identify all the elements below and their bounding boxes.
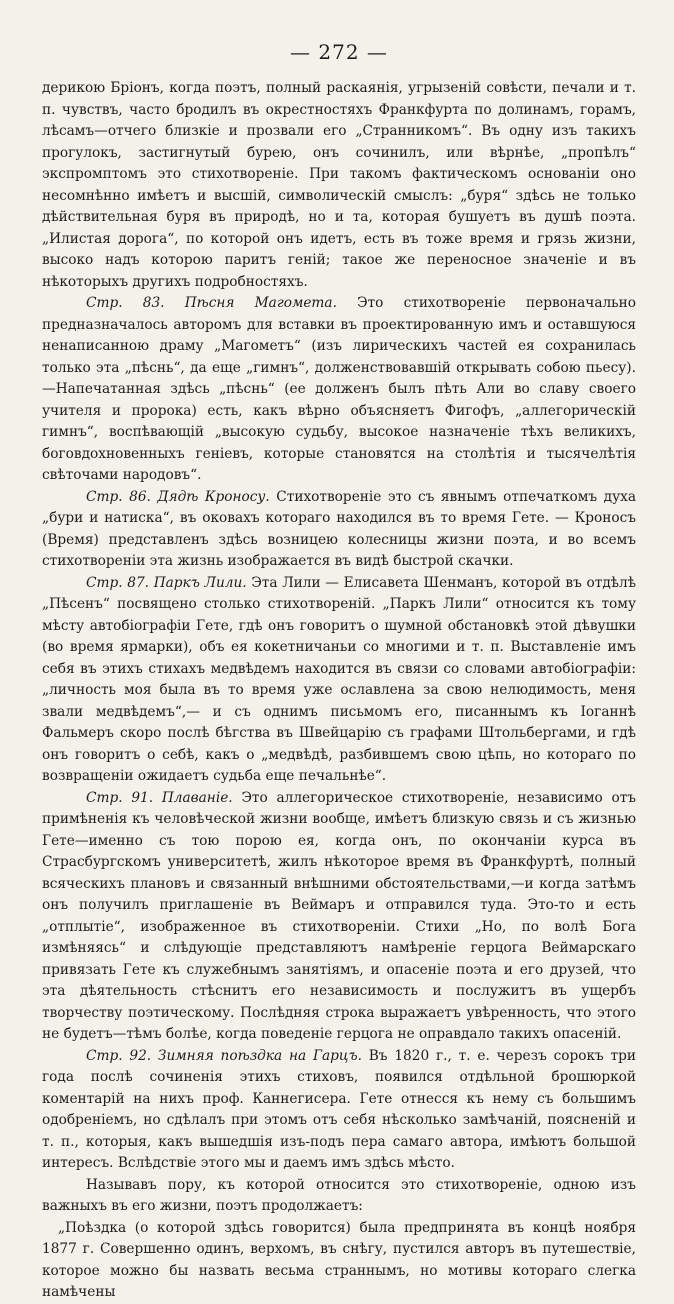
paragraph-text: Стихотвореніе это съ явнымъ отпечаткомъ духа „бури и натиска“, въ оковахъ котораго находился въ то время Гете. — Кроносъ (Время) представленъ здѣсь возницею колесницы жизни поэта, и во всемъ стихотвореніи эта жизнь изображается въ видѣ быстрой скачки. <box>42 488 637 569</box>
body-text <box>42 78 636 1304</box>
paragraph-text: дерикою Бріонъ, когда поэтъ, полный раскаянія, угрызеній совѣсти, печали и т. п. чувствъ, часто бродилъ въ окрестностяхъ Франкфурта по долинамъ, горамъ, лѣсамъ—отчего близкіе и прозвали его „Странникомъ“. Въ одну изъ такихъ прогулокъ, застигнутый бурею, онъ сочинилъ, или вѣрнѣе, „пропѣлъ“ экспромптомъ это стихотвореніе. При такомъ фактическомъ основаніи оно несомнѣнно имѣетъ и высшій, символическій смыслъ: „буря“ здѣсь не только дѣйствительная буря въ природѣ, но и та, которая бушуетъ въ душѣ поэта. „Илистая дорога“, по которой онъ идетъ, есть въ тоже время и грязь жизни, высоко надъ которою паритъ геній; такое же переносное значеніе и въ нѣкоторыхъ другихъ подробностяхъ. <box>42 80 636 290</box>
paragraph-kronos <box>42 487 636 573</box>
paragraph-text: Называвъ пору, къ которой относится это стихотвореніе, одною изъ важныхъ въ его жизни, поэтъ продолжаетъ: <box>42 1176 636 1214</box>
paragraph-intro-quote <box>42 1175 636 1218</box>
paragraph-text: Въ 1820 г., т. е. черезъ сорокъ три года послѣ сочиненія этихъ стиховъ, появился отдѣльной брошюркой коментарій на нихъ проф. Каннегисера. Гете отнесся къ нему съ большимъ одобреніемъ, но сдѣлалъ при этомъ отъ себя нѣсколько замѣчаній, поясненій и т. п., которыя, какъ вышедшія изъ-подъ пера самаго автора, имѣютъ большой интересъ. Вслѣдствіе этого мы и даемъ имъ здѣсь мѣсто. <box>42 1047 636 1171</box>
paragraph-reference: Стр. 91. Плаваніе. <box>86 789 233 806</box>
paragraph-lili-park <box>42 573 636 788</box>
paragraph-voyage <box>42 788 636 1046</box>
quoted-passage: „Поѣздка (о которой здѣсь говорится) была предпринята въ концѣ ноября 1877 г. Совершенно одинъ, верхомъ, въ снѣгу, пустился авторъ въ путешествіе, которое можно бы назвать весьма страннымъ, но мотивы котораго слегка намѣчены <box>42 1219 636 1300</box>
paragraph-mahomet-song <box>42 293 636 487</box>
paragraph-text: Это аллегорическое стихотвореніе, независимо отъ примѣненія къ человѣческой жизни вообще, имѣетъ близкую связь и съ жизнью Гете—именно съ тою порою ея, когда онъ, по окончаніи курса въ Страсбургскомъ университетѣ, жилъ нѣкоторое время въ Франкфуртѣ, полный всяческихъ плановъ и связанный внѣшними обстоятельствами,—и когда затѣмъ онъ получилъ приглашеніе въ Веймаръ и отправился туда. Это-то и есть „отплытіе“, изображенное въ стихотвореніи. Стихи „Но, по волѣ Бога измѣняясь“ и слѣдующіе представляютъ намѣреніе герцога Веймарскаго привязать Гете къ служебнымъ занятіямъ, и опасеніе поэта и его друзей, что эта дѣятельность стѣснитъ его независимость и послужитъ въ ущербъ творчеству поэтическому. Послѣдняя строка выражаетъ увѣренность, что этого не будетъ—тѣмъ болѣе, когда поведеніе герцога не оправдало такихъ опасеній. <box>42 789 636 1042</box>
paragraph-reference: Стр. 87. Паркъ Лили. <box>86 574 247 591</box>
paragraph-reference: Стр. 86. Дядѣ Кроносу. <box>86 488 270 505</box>
paragraph-harz-journey <box>42 1046 636 1175</box>
paragraph-reference: Стр. 92. Зимняя поѣздка на Гарцъ. <box>86 1047 362 1064</box>
paragraph-brion <box>42 78 636 293</box>
paragraph-text: Эта Лили — Елисавета Шенманъ, которой въ отдѣлѣ „Пѣсенъ“ посвящено столько стихотвореній. „Паркъ Лили“ относится къ тому мѣсту автобіографіи Гете, гдѣ онъ говоритъ о шумной обстановкѣ этой дѣвушки (во время ярмарки), объ ея кокетничаньи со многими и т. п. Выставленіе имъ себя въ этихъ стихахъ медвѣдемъ находится въ связи со словами автобіографіи: „личность моя была въ то время уже ославлена за свою нелюдимость, меня звали медвѣдемъ“,— и съ однимъ письмомъ его, писаннымъ къ Іоганнѣ Фальмеръ скоро послѣ бѣгства въ Швейцарію съ графами Штольбергами, и гдѣ онъ говоритъ о себѣ, какъ о „медвѣдѣ, разбившемъ свою цѣпь, но котораго по возвращеніи ожидаетъ судьба еще печальнѣе“. <box>42 574 636 784</box>
page-number: — 272 — <box>290 40 388 64</box>
paragraph-text: Это стихотвореніе первоначально предназначалось авторомъ для вставки въ проектированную имъ и оставшуюся ненаписанною драму „Магометъ“ (изъ лирическихъ частей ея сохранилась только эта „пѣснь“, да еще „гимнъ“, долженствовавшій открывать собою пьесу).—Напечатанная здѣсь „пѣснь“ (ее долженъ былъ пѣть Али во славу своего учителя и пророка) есть, какъ вѣрно объясняетъ Фигофъ, „аллегорическій гимнъ“, воспѣвающій „высокую судьбу, высокое назначеніе тѣхъ великихъ, боговдохновенныхъ геніевъ, которые становятся на столѣтія и тысячелѣтія свѣточами народовъ“. <box>42 295 636 483</box>
paragraph-reference: Стр. 83. Пѣсня Магомета. <box>86 295 337 311</box>
